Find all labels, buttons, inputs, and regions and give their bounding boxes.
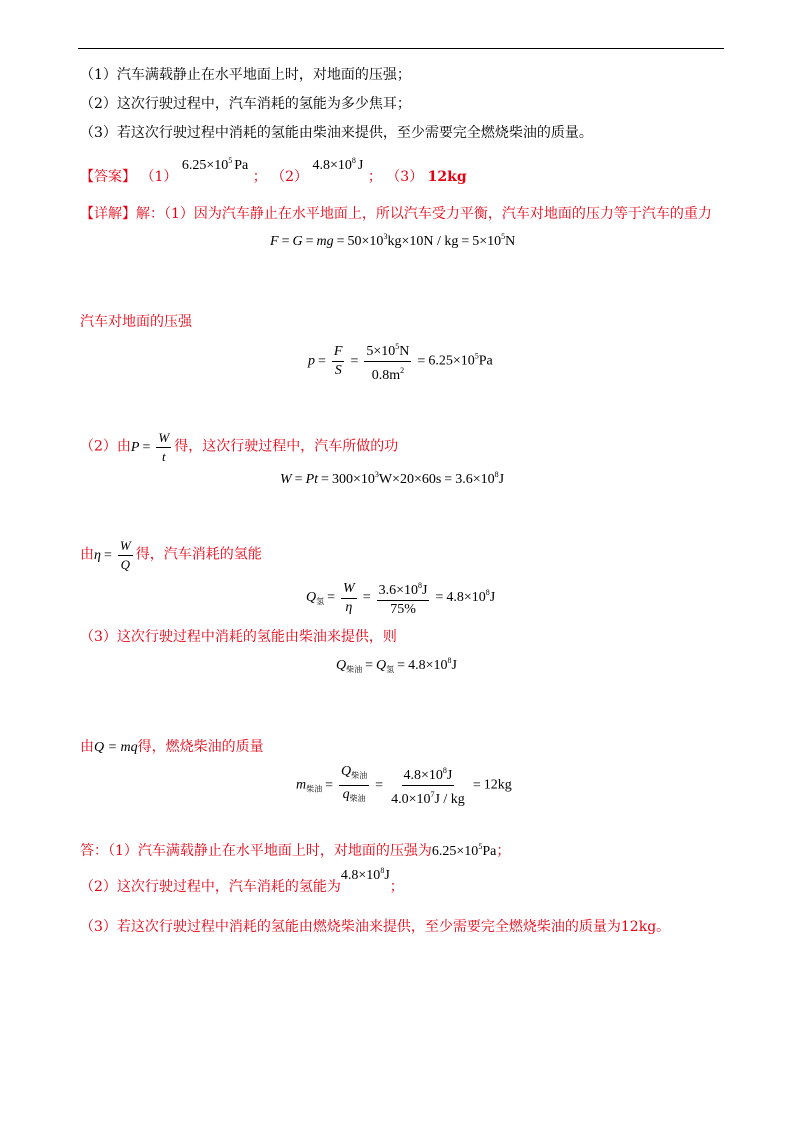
question-3: （3）若这次行驶过程中消耗的氢能由柴油来提供，至少需要完全燃烧柴油的质量。: [80, 125, 593, 141]
answer-part-2: （2）: [271, 169, 309, 185]
conclusion-line-3: （3）若这次行驶过程中消耗的氢能由燃烧柴油来提供，至少需要完全燃烧柴油的质量为12kg。: [80, 919, 671, 935]
explanation-line-3: （2）由P = $\frac{W}{t}$ 得，这次行驶过程中，汽车所做的功: [80, 430, 399, 464]
header-rule: [78, 48, 724, 49]
answer-part-1: （1）: [140, 169, 178, 185]
formula-force: F = G = mg = $50\times 10^3kg\times 10N$ / kg = $5\times 10^5N$: [270, 232, 516, 249]
conclusion-line-1: 答：（1）汽车满载静止在水平地面上时，对地面的压强为$6.25\times 10^5Pa$；: [80, 842, 511, 859]
explanation-line-6: 由Q = mq得，燃烧柴油的质量: [80, 739, 264, 755]
answer-value-2: $4.8\times 10^8$ J: [312, 156, 364, 173]
formula-diesel-mass: $m_{柴油}$ = $\frac{Q_{柴油}}{q_{柴油}}$ = $\frac{4.8\times 10^8J}{4.0\times 10^7J / kg}$ = 12kg: [296, 764, 512, 807]
answer-label: 【答案】: [80, 169, 136, 185]
explanation-label: 【详解】: [80, 206, 136, 222]
question-2: （2）这次行驶过程中，汽车消耗的氢能为多少焦耳；: [80, 96, 411, 112]
formula-diesel-heat: $Q_{柴油} = Q_氢 = 4.8\times 10^8J$: [336, 656, 457, 674]
explanation-line-5: （3）这次行驶过程中消耗的氢能由柴油来提供，则: [80, 629, 397, 645]
answer-value-1: $6.25\times 10^5$ Pa: [181, 156, 249, 173]
explanation-line-2: 汽车对地面的压强: [80, 314, 192, 330]
formula-pressure: p = $\frac{F}{S}$ = $\frac{5\times 10^5N}{0.8m^2}$ = $6.25\times 10^5Pa$: [308, 339, 493, 384]
conclusion-line-2: （2）这次行驶过程中，汽车消耗的氢能为$4.8\times 10^8J$；: [80, 866, 404, 895]
question-1: （1）汽车满载静止在水平地面上时，对地面的压强；: [80, 67, 411, 83]
answer-part-3: （3）: [386, 169, 424, 185]
formula-work: $W = Pt = 300\times 10^3W\times 20\times 60s = 3.6\times 10^8J$: [280, 470, 505, 487]
answer-value-3: 12kg: [427, 169, 467, 185]
explanation-line-1: 【详解】解：（1）因为汽车静止在水平地面上，所以汽车受力平衡，汽车对地面的压力等于汽车的重力: [80, 206, 712, 222]
answer-line: 【答案】 （1） $6.25\times 10^5$ Pa ； （2） $4.8\times 10^8$ J ； （3） 12kg: [80, 156, 467, 185]
explanation-line-4: 由η = $\frac{W}{Q}$ 得，汽车消耗的氢能: [80, 538, 262, 572]
formula-hydrogen-energy: $Q_氢$ = $\frac{W}{\eta}$ = $\frac{3.6\times 10^8J}{75\%}$ = $4.8\times 10^8J$: [306, 578, 495, 618]
